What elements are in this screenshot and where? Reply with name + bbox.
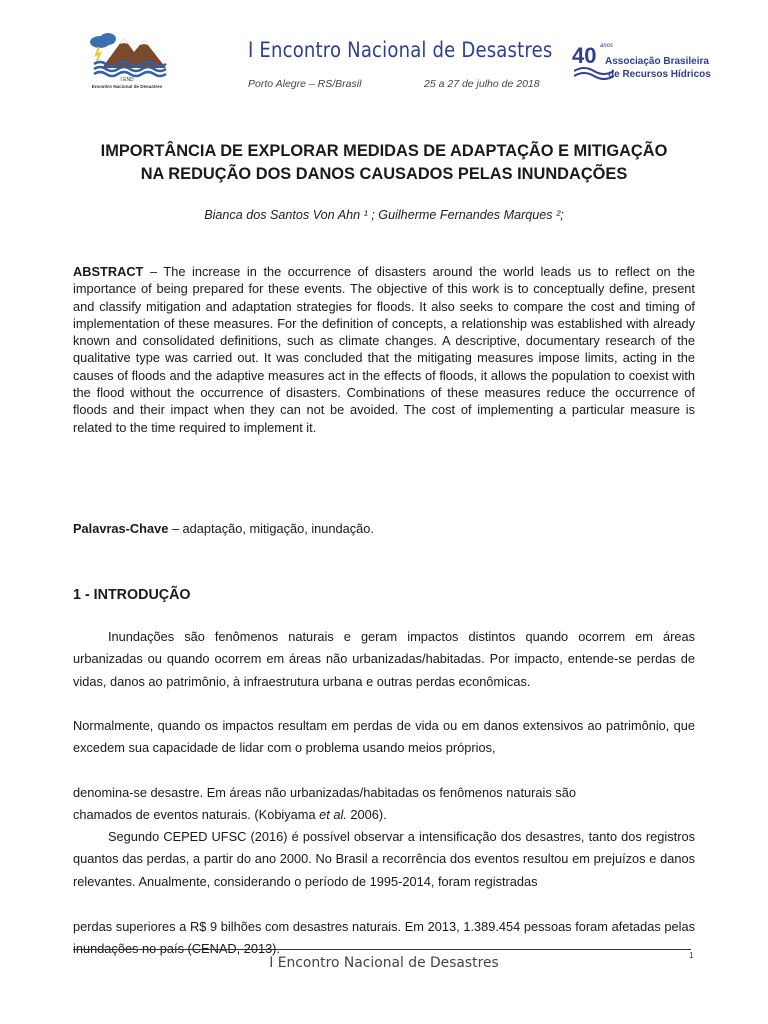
citation-etal: et al. (319, 807, 347, 823)
abrh-name-line2: de Recursos Hídricos (608, 69, 711, 80)
logo-caption: I END (120, 77, 134, 83)
citation-year: 2006). (346, 807, 387, 823)
logo-subcaption: Encontro Nacional de Desastres (91, 84, 163, 89)
paragraph-line (73, 804, 695, 826)
abrh-logo (570, 40, 711, 98)
abrh-anniversary-number: 40 (572, 43, 597, 68)
paper-title (40, 140, 728, 186)
abstract (73, 263, 695, 436)
paragraph (73, 782, 695, 827)
authors: Bianca dos Santos Von Ahn ¹ ; Guilherme Fernandes Marques ²; (204, 208, 564, 222)
paragraph: Segundo CEPED UFSC (2016) é possível observar a intensificação dos desastres, tanto dos registros quantos das perdas, a partir do ano 2000. No Brasil a recorrência dos eventos resultou em prejuízos e danos relevantes. Anualmente, considerando o período de 1995-2014, foram registradas (73, 829, 695, 889)
conference-logo (82, 30, 172, 92)
abrh-name-line1: Associação Brasileira (605, 56, 709, 67)
paragraph: Inundações são fenômenos naturais e geram impactos distintos quando ocorrem em áreas urbanizadas ou quando ocorrem em áreas não urbanizadas/habitadas. Por impacto, entende-se perdas de vidas, danos ao patrimônio, à infraestrutura urbana e outras perdas econômicas. (73, 629, 695, 689)
paper-title-line1: IMPORTÂNCIA DE EXPLORAR MEDIDAS DE ADAPTAÇÃO E MITIGAÇÃO (100, 142, 668, 160)
abstract-text: – The increase in the occurrence of disasters around the world leads us to reflect on the importance of being prepared for these events. The objective of this work is to conceptually define, present and classify mitigation and adaptation strategies for floods. It also seeks to compare the cost and timing of implementation of these measures. For the definition of concepts, a relationship was established with already known and consolidated definitions, such as climate changes. A descriptive, documentary research of the qualitative type was carried out. It was concluded that the mitigating measures impose limits, acting in the causes of floods and the adaptive measures act in the effects of floods, it allows the population to coexist with the flood without the occurrence of disasters. Combinations of these measures reduce the occurrence of floods and their impact when they can not be avoided. The cost of implementing a particular measure is related to the time required to implement it. (73, 264, 695, 435)
conference-dates: 25 a 27 de julho de 2018 (424, 78, 540, 90)
abrh-anniversary-label: anos (600, 43, 614, 49)
section-heading: 1 - INTRODUÇÃO (73, 587, 191, 603)
conference-title: I Encontro Nacional de Desastres (248, 38, 553, 62)
keywords (73, 521, 695, 536)
mountain-logo-icon (82, 30, 172, 92)
paragraph: perdas superiores a R$ 9 bilhões com desastres naturais. Em 2013, 1.389.454 pessoas foram afetadas pelas inundações no país (CENAD, 2013). (73, 919, 695, 957)
paragraph: Normalmente, quando os impactos resultam em perdas de vida ou em danos extensivos ao patrimônio, que excedem sua capacidade de lidar com o problema usando meios próprios, (73, 718, 695, 756)
footer-title: I Encontro Nacional de Desastres (269, 954, 499, 971)
footer-divider (73, 949, 691, 950)
conference-place: Porto Alegre – RS/Brasil (248, 78, 362, 90)
abstract-label: ABSTRACT (73, 264, 144, 279)
keywords-text: – adaptação, mitigação, inundação. (168, 521, 374, 536)
paper-title-line2: NA REDUÇÃO DOS DANOS CAUSADOS PELAS INUNDAÇÕES (140, 165, 628, 183)
citation-text: chamados de eventos naturais. (Kobiyama (73, 807, 320, 823)
page-number: 1 (689, 951, 694, 960)
keywords-label: Palavras-Chave (73, 521, 169, 536)
paragraph-line: denomina-se desastre. Em áreas não urbanizadas/habitadas os fenômenos naturais são (73, 785, 576, 800)
